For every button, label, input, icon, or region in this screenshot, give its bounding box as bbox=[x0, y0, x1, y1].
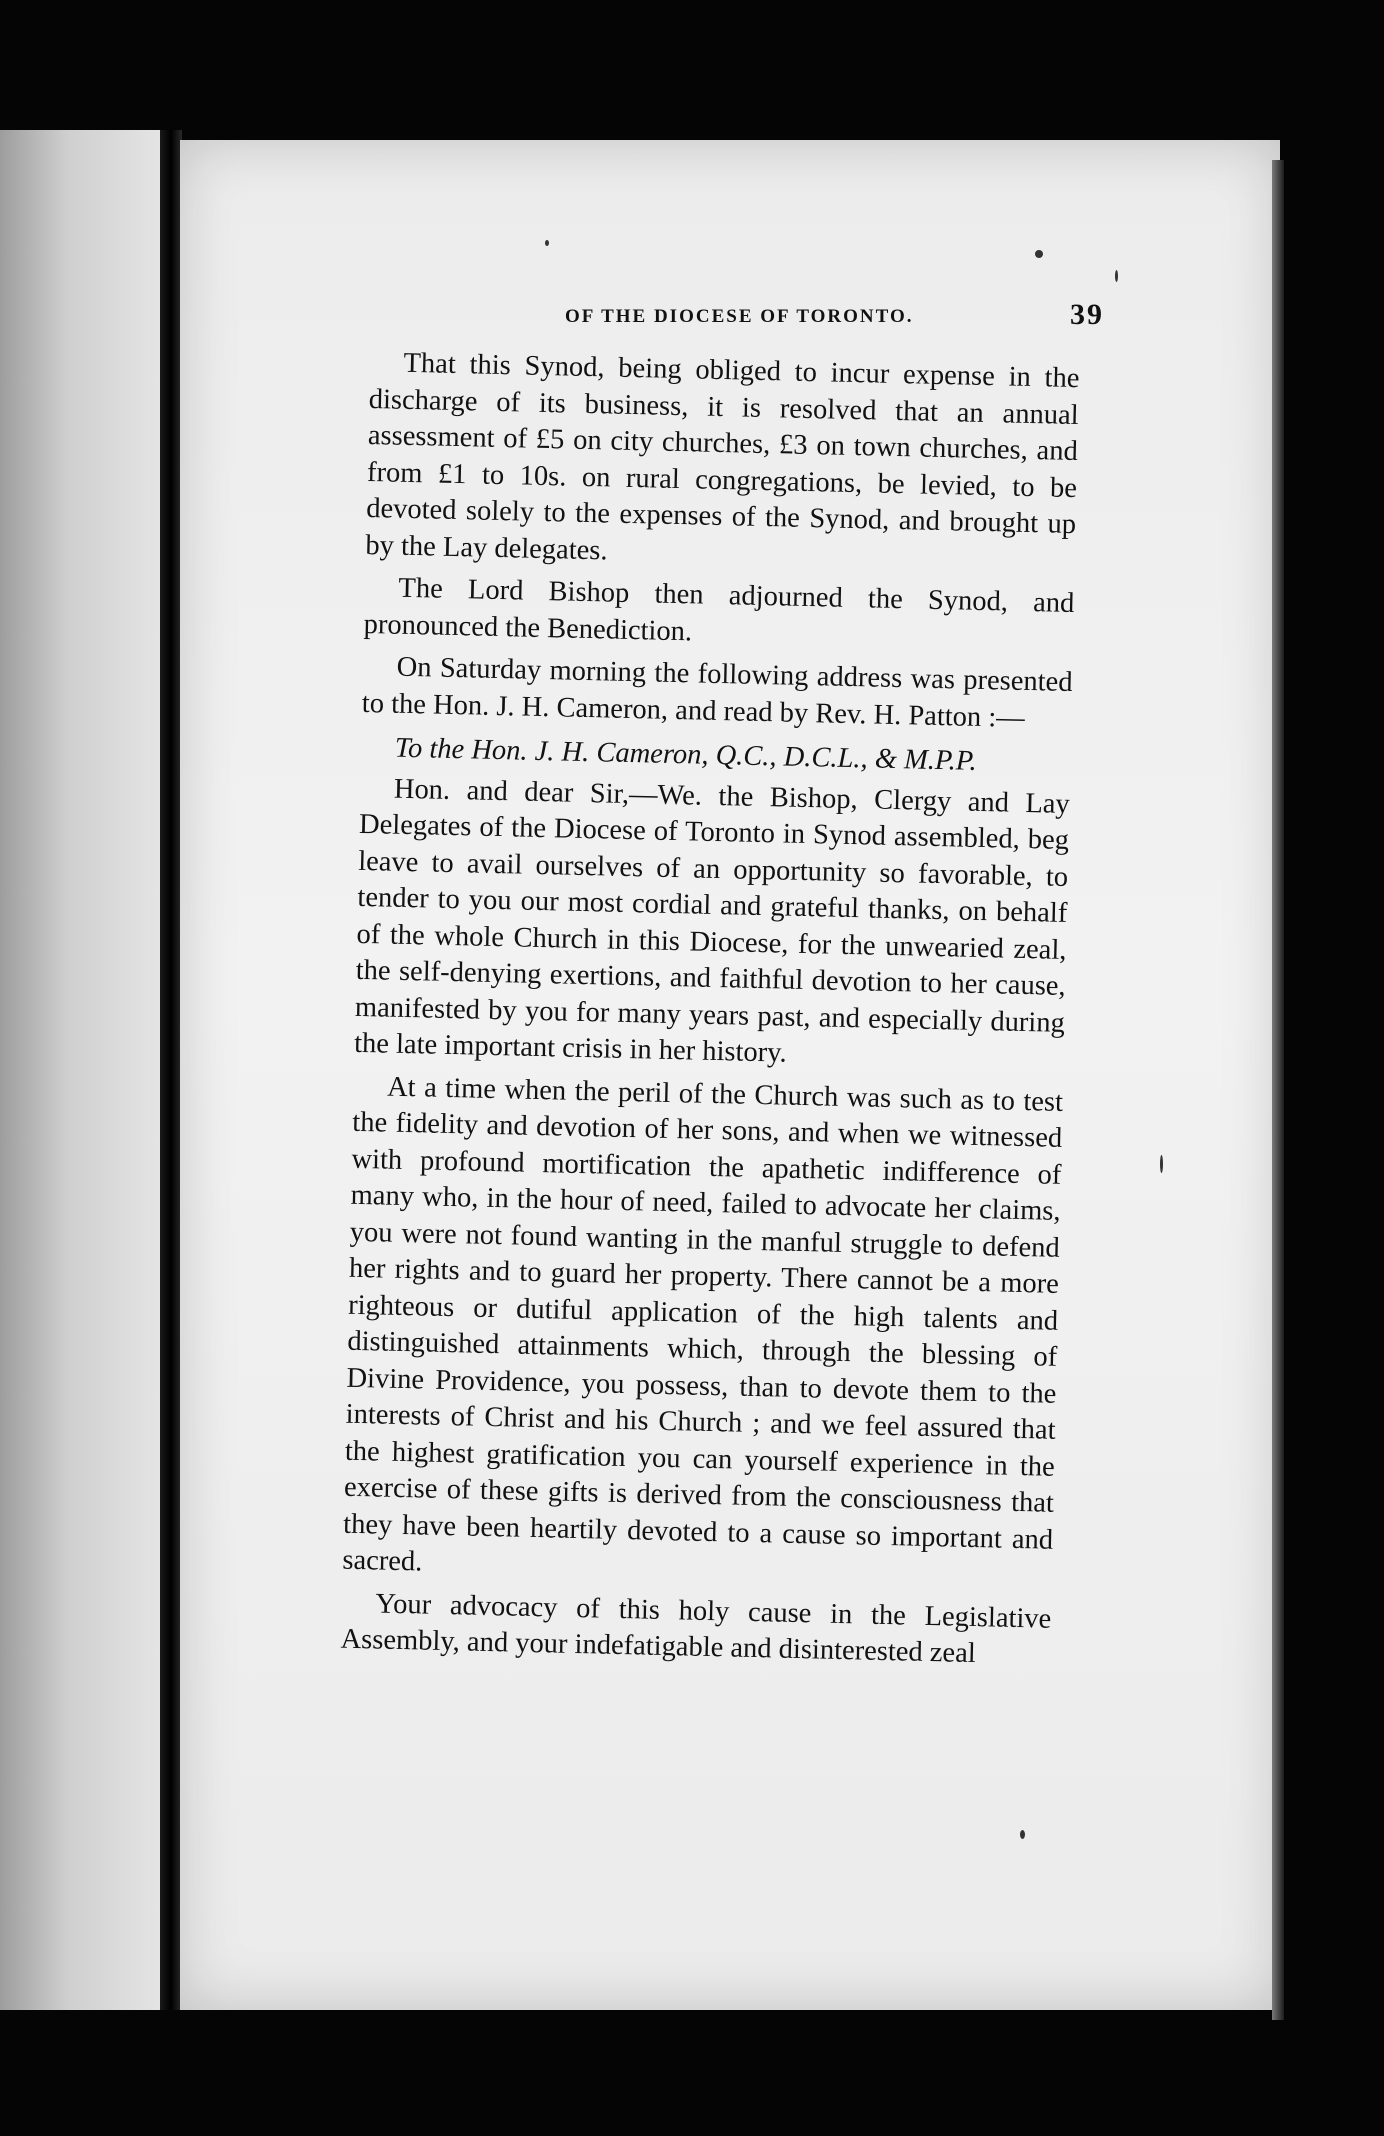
body-text bbox=[340, 345, 1080, 1680]
paragraph-peril-of-church: At a time when the peril of the Church was such as to test the fidelity and devotion of her sons, and when we witnessed with profound mortification the apathetic indifference of many who, in the hour of need, failed to advocate her claims, you were not found wanting in the manful struggle to defend her rights and to guard her property. There cannot be a more righteous or dutiful application of the high talents and distinguished attainments which, through the blessing of Divine Providence, you possess, than to devote them to the interests of Christ and his Church ; and we feel assured that the highest gratification you can yourself experience in the exercise of these gifts is derived from the consciousness that they have been heartily devoted to a cause so important and sacred. bbox=[342, 1071, 1064, 1578]
addressee-line: To the Hon. J. H. Cameron, Q.C., D.C.L., & M.P.P. bbox=[394, 732, 977, 777]
scan-speck bbox=[1020, 1830, 1025, 1839]
paragraph-synod-assessment: That this Synod, being obliged to incur expense in the discharge of its business, it is resolved that an annual assessment of £5 on city churches, £3 on town churches, and from £1 to 10s. on rural congregations, be levied, to be devoted solely to the expenses of the Synod, and brought up by the Lay delegates. bbox=[365, 347, 1080, 566]
scan-speck bbox=[1035, 250, 1043, 258]
book-gutter bbox=[160, 130, 182, 2010]
scan-speck bbox=[545, 240, 549, 246]
facing-page-edge bbox=[0, 130, 168, 2010]
paragraph-advocacy: Your advocacy of this holy cause in the Legislative Assembly, and your indefatigable and disinterested zeal bbox=[340, 1587, 1052, 1670]
scan-speck bbox=[1115, 270, 1118, 282]
paragraph-benediction: The Lord Bishop then adjourned the Synod, and pronounced the Benediction. bbox=[363, 572, 1075, 647]
paragraph-address-intro: On Saturday morning the following address was presented to the Hon. J. H. Cameron, and read by Rev. H. Patton :— bbox=[361, 651, 1073, 734]
paragraph-salutation: Hon. and dear Sir,—We. the Bishop, Clergy and Lay Delegates of the Diocese of Toronto in Synod assembled, beg leave to avail ourselves of an opportunity so favorable, to tender to you our most cordial and grateful thanks, on behalf of the whole Church in this Diocese, for the unwearied zeal, the self-denying exertions, and faithful devotion to her cause, manifested by you for many years past, and especially during the late important crisis in her history. bbox=[353, 773, 1071, 1069]
running-head bbox=[380, 298, 1104, 338]
page-number: 39 bbox=[1070, 298, 1104, 331]
page-right-edge bbox=[1272, 160, 1284, 2020]
running-head-title: OF THE DIOCESE OF TORONTO. bbox=[565, 306, 914, 327]
scan-speck bbox=[1160, 1155, 1163, 1173]
